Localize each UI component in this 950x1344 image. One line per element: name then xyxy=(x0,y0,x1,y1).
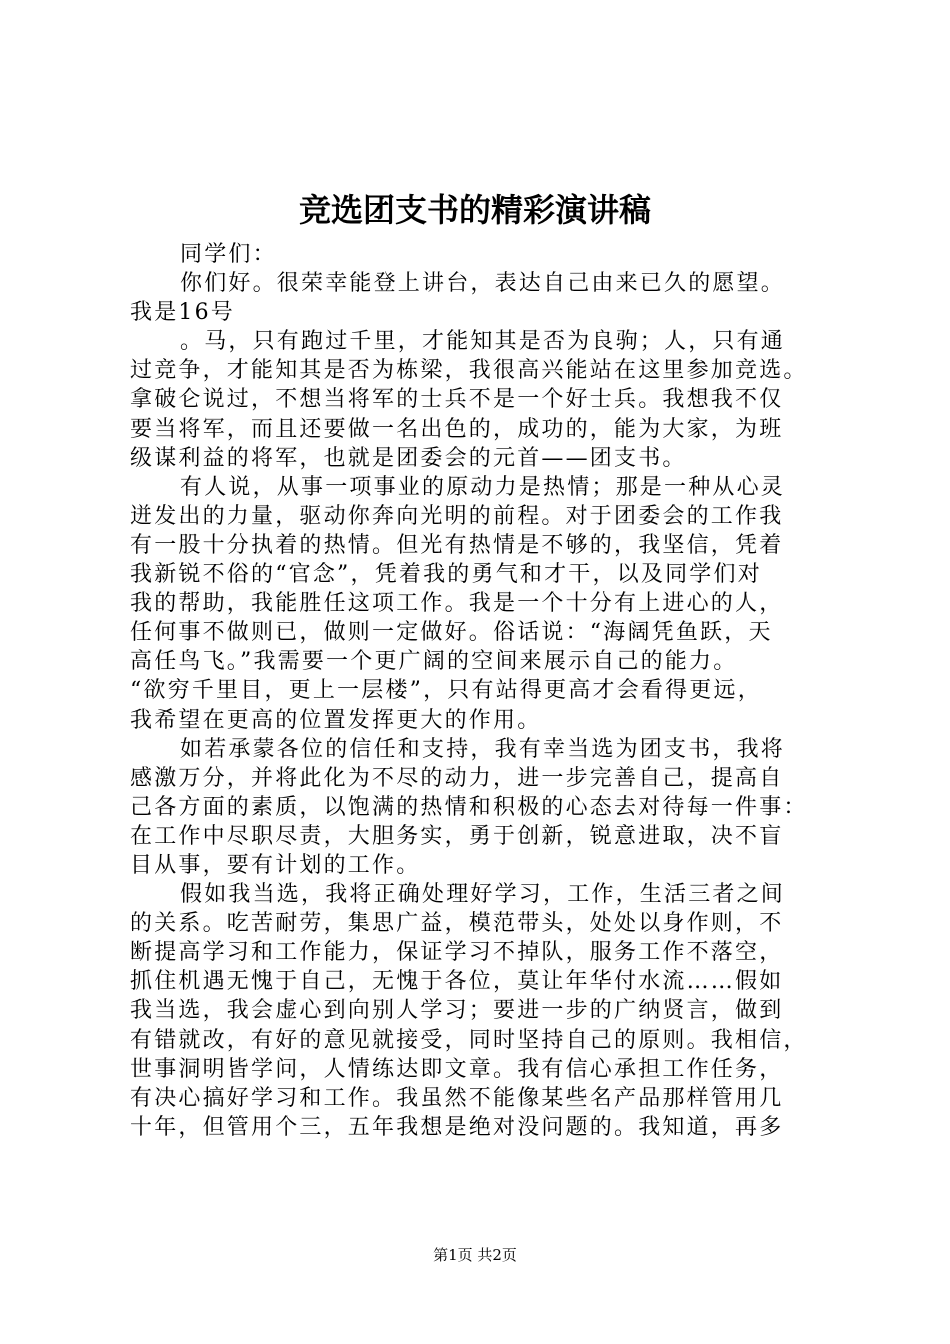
body-line: 己各方面的素质，以饱满的热情和积极的心态去对待每一件事： xyxy=(130,794,808,820)
body-line: 假如我当选，我将正确处理好学习，工作，生活三者之间 xyxy=(180,882,786,908)
body-line: 我的帮助，我能胜任这项工作。我是一个十分有上进心的人， xyxy=(130,591,784,617)
body-line: 断提高学习和工作能力，保证学习不掉队，服务工作不落空， xyxy=(130,940,784,966)
body-line: 。马，只有跑过千里，才能知其是否为良驹；人，只有通 xyxy=(180,329,786,355)
body-line: 如若承蒙各位的信任和支持，我有幸当选为团支书，我将 xyxy=(180,736,786,762)
body-line: 的关系。吃苦耐劳，集思广益，模范带头，处处以身作则，不 xyxy=(130,911,784,937)
body-line: 我当选，我会虚心到向别人学习；要进一步的广纳贤言，做到 xyxy=(130,998,784,1024)
body-line: 级谋利益的将军，也就是团委会的元首——团支书。 xyxy=(130,445,687,471)
body-line: 目从事，要有计划的工作。 xyxy=(130,852,421,878)
body-line: 抓住机遇无愧于自己，无愧于各位，莫让年华付水流……假如 xyxy=(130,969,784,995)
body-line: 迸发出的力量，驱动你奔向光明的前程。对于团委会的工作我 xyxy=(130,503,784,529)
document-body xyxy=(130,240,850,1142)
body-line: 你们好。很荣幸能登上讲台，表达自己由来已久的愿望。 xyxy=(180,271,786,297)
body-line: 我希望在更高的位置发挥更大的作用。 xyxy=(130,707,542,733)
body-line: 同学们： xyxy=(180,242,277,267)
body-line: 有决心搞好学习和工作。我虽然不能像某些名产品那样管用几 xyxy=(130,1085,784,1111)
body-line: 高任鸟飞。”我需要一个更广阔的空间来展示自己的能力。 xyxy=(130,649,738,675)
body-line: 过竞争，才能知其是否为栋梁，我很高兴能站在这里参加竞选。 xyxy=(130,358,808,384)
body-line: 任何事不做则已，做则一定做好。俗话说：“海阔凭鱼跃，天 xyxy=(130,620,773,646)
document-title: 竞选团支书的精彩演讲稿 xyxy=(298,191,651,229)
body-line: 拿破仑说过，不想当将军的士兵不是一个好士兵。我想我不仅 xyxy=(130,387,784,413)
body-line: 十年，但管用个三，五年我想是绝对没问题的。我知道，再多 xyxy=(130,1114,784,1140)
body-line: 要当将军，而且还要做一名出色的，成功的，能为大家，为班 xyxy=(130,416,784,442)
body-line: 有错就改，有好的意见就接受，同时坚持自己的原则。我相信， xyxy=(130,1027,808,1053)
body-line: 有一股十分执着的热情。但光有热情是不够的，我坚信，凭着 xyxy=(130,532,784,558)
body-line: 感激万分，并将此化为不尽的动力，进一步完善自己，提高自 xyxy=(130,765,784,791)
page-footer: 第1页 共2页 xyxy=(433,1246,517,1264)
body-line: “欲穷千里目，更上一层楼”，只有站得更高才会看得更远， xyxy=(130,678,762,704)
body-line: 有人说，从事一项事业的原动力是热情；那是一种从心灵 xyxy=(180,474,786,500)
body-line: 世事洞明皆学问，人情练达即文章。我有信心承担工作任务， xyxy=(130,1056,784,1082)
body-line: 我是16号 xyxy=(130,300,235,326)
body-line: 我新锐不俗的“官念”，凭着我的勇气和才干，以及同学们对 xyxy=(130,562,762,588)
body-line: 在工作中尽职尽责，大胆务实，勇于创新，锐意进取，决不盲 xyxy=(130,823,784,849)
